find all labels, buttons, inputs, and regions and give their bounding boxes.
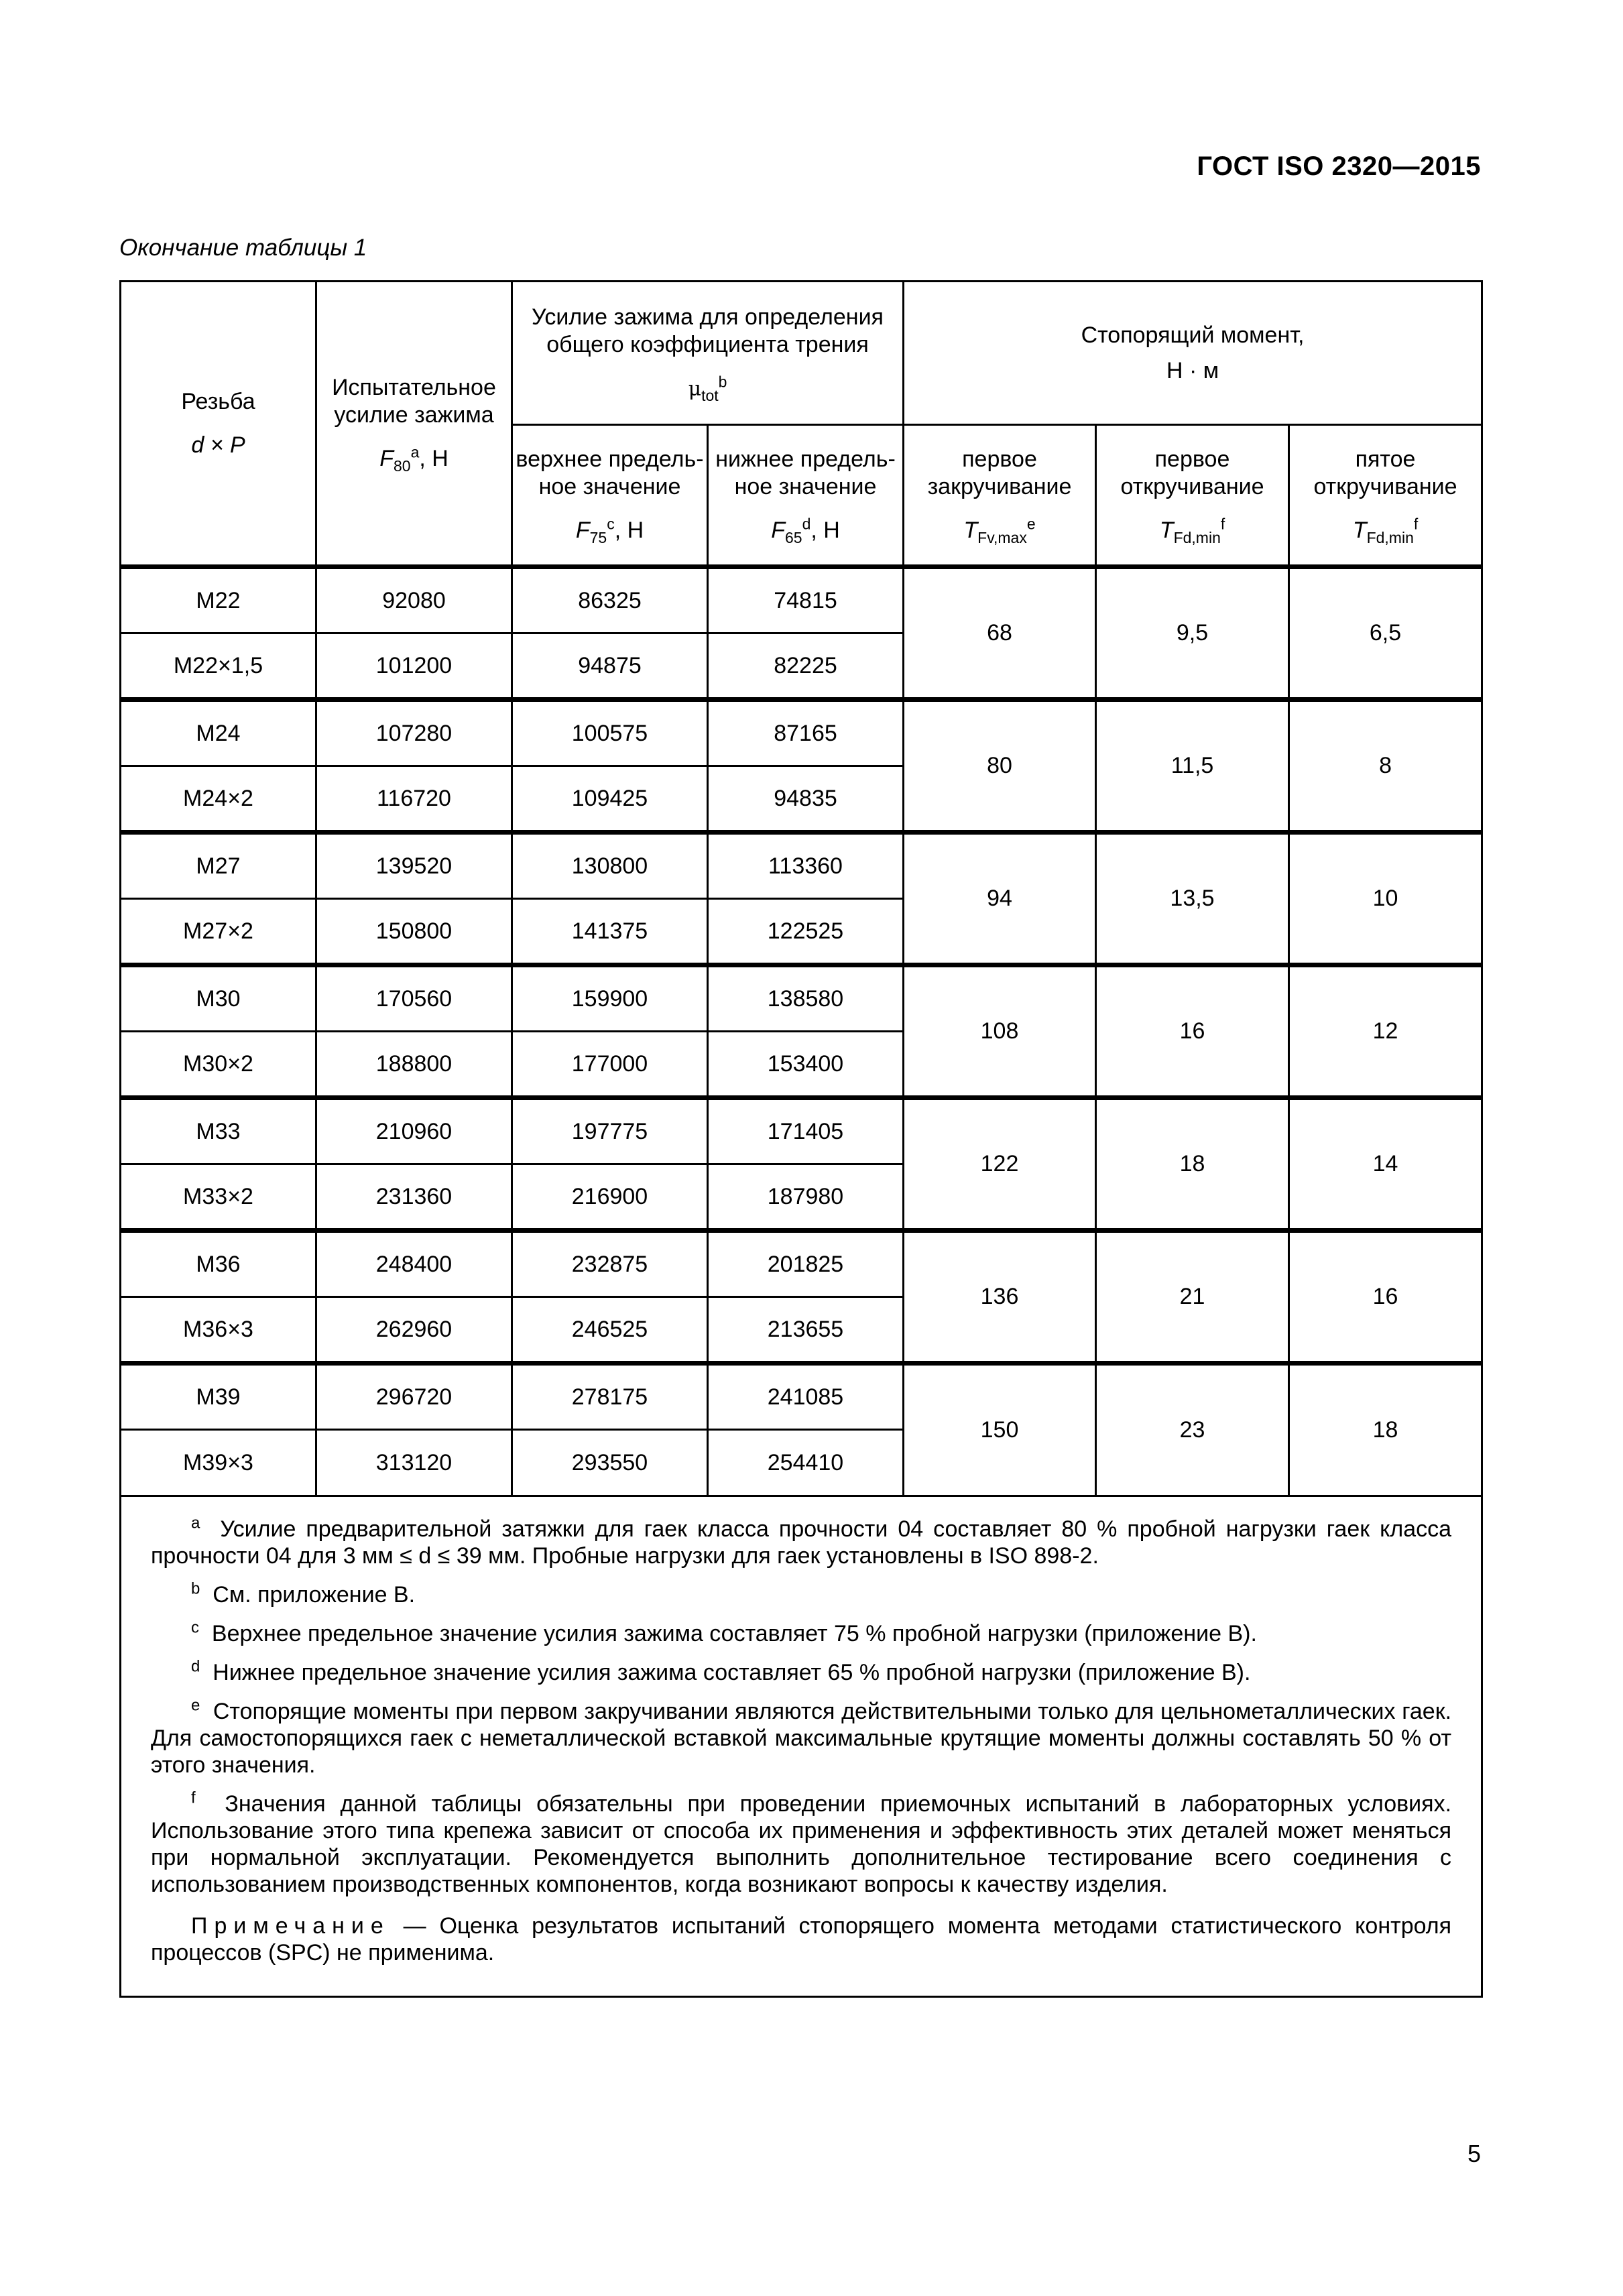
cell-lower-limit: 94835 [708, 766, 904, 833]
header-torque-line1: Стопорящий момент, [1081, 322, 1305, 348]
footnote-text: Стопорящие моменты при первом закручивании являются действительными только для цельнометаллических гаек. Для самостопорящихся гаек с неметаллической вставкой максимальные крутящие моменты должны составлять 50 % от этого значения. [151, 1699, 1452, 1778]
cell-torque-fifth-off: 18 [1289, 1364, 1482, 1496]
header-thread [121, 282, 316, 567]
cell-torque-fifth-off: 12 [1289, 965, 1482, 1098]
header-upper-limit: верхнее предель- ное значение $F_{75}^c$, Н [512, 425, 708, 567]
cell-torque-first-off: 23 [1096, 1364, 1289, 1496]
page-number: 5 [1467, 2140, 1481, 2167]
cell-thread: M22×1,5 [121, 633, 316, 700]
cell-upper-limit: 177000 [512, 1032, 708, 1098]
cell-lower-limit: 153400 [708, 1032, 904, 1098]
cell-lower-limit: 122525 [708, 899, 904, 965]
header-first-off: первое откручивание $T_{Fd,min}^f$ [1096, 425, 1289, 567]
cell-lower-limit: 82225 [708, 633, 904, 700]
cell-torque-fifth-off: 10 [1289, 833, 1482, 965]
cell-test-force: 116720 [316, 766, 512, 833]
footnote-text: Верхнее предельное значение усилия зажима составляет 75 % пробной нагрузки (приложение В). [211, 1621, 1257, 1646]
footnote-mark: a [191, 1514, 200, 1532]
table-row [121, 1231, 1482, 1297]
cell-upper-limit: 232875 [512, 1231, 708, 1297]
footnotes [151, 1516, 1451, 1898]
cell-torque-fifth-off: 14 [1289, 1098, 1482, 1231]
cell-upper-limit: 197775 [512, 1098, 708, 1164]
cell-upper-limit: 109425 [512, 766, 708, 833]
final-note-text: Оценка результатов испытаний стопорящего момента методами статистического контроля процессов (SPC) не применима. [151, 1913, 1452, 1966]
header-thread-symbol: d × P [191, 432, 245, 458]
table-row [121, 833, 1482, 899]
cell-torque-first-on: 108 [904, 965, 1096, 1098]
cell-torque-first-on: 136 [904, 1231, 1096, 1364]
final-note-label: Примечание [191, 1913, 390, 1939]
header-lower-limit: нижнее предель- ное значение $F_{65}^d$, Н [708, 425, 904, 567]
cell-upper-limit: 246525 [512, 1297, 708, 1364]
cell-torque-fifth-off: 16 [1289, 1231, 1482, 1364]
header-clamp-line1: Усилие зажима для определения [532, 304, 884, 330]
data-table [119, 280, 1483, 1998]
cell-torque-first-on: 80 [904, 700, 1096, 833]
header-test-force [316, 282, 512, 567]
footnote-mark: e [191, 1696, 200, 1715]
footnote [151, 1516, 1451, 1569]
cell-torque-first-on: 122 [904, 1098, 1096, 1231]
table-row [121, 1364, 1482, 1430]
header-fifth-off: пятое откручивание $T_{Fd,min}^f$ [1289, 425, 1482, 567]
footnote-text: Значения данной таблицы обязательны при проведении приемочных испытаний в лабораторных условиях. Использование этого типа крепежа зависит от способа их применения и эффективность этих деталей может меняться при нормальной эксплуатации. Рекомендуется выполнить дополнительное тестирование всего соединения с использованием производственных компонентов, когда возникают вопросы к качеству изделия. [151, 1791, 1452, 1897]
cell-thread: M36×3 [121, 1297, 316, 1364]
header-thread-label: Резьба [181, 388, 255, 414]
footnote-mark: c [191, 1618, 199, 1637]
table-caption: Окончание таблицы 1 [119, 235, 367, 261]
table-row [121, 965, 1482, 1032]
cell-lower-limit: 87165 [708, 700, 904, 766]
cell-thread: M24×2 [121, 766, 316, 833]
cell-lower-limit: 171405 [708, 1098, 904, 1164]
cell-torque-first-off: 13,5 [1096, 833, 1289, 965]
cell-lower-limit: 113360 [708, 833, 904, 899]
table-header [121, 282, 1482, 567]
table-notes [121, 1496, 1482, 1997]
cell-upper-limit: 216900 [512, 1164, 708, 1231]
header-torque-group [904, 282, 1482, 425]
cell-test-force: 170560 [316, 965, 512, 1032]
footnote [151, 1791, 1451, 1898]
header-test-force-line1: Испытательное [332, 375, 496, 401]
final-note: Примечание — Оценка результатов испытаний стопорящего момента методами статистического контроля процессов (SPC) не применима. [151, 1913, 1452, 1966]
header-test-force-line2: усилие зажима [334, 402, 494, 428]
cell-torque-first-off: 11,5 [1096, 700, 1289, 833]
cell-lower-limit: 201825 [708, 1231, 904, 1297]
cell-test-force: 231360 [316, 1164, 512, 1231]
cell-thread: M27×2 [121, 899, 316, 965]
cell-test-force: 150800 [316, 899, 512, 965]
header-test-force-symbol: $F_{80}^a$, Н [379, 443, 448, 475]
footnote [151, 1698, 1451, 1778]
footnote-text: Нижнее предельное значение усилия зажима составляет 65 % пробной нагрузки (приложение В). [213, 1660, 1251, 1685]
cell-upper-limit: 293550 [512, 1430, 708, 1496]
header-clamp-symbol: $\mu_{tot}^b$ [688, 373, 727, 404]
cell-test-force: 210960 [316, 1098, 512, 1164]
table-row [121, 700, 1482, 766]
table-body [121, 567, 1482, 1496]
header-clamp-line2: общего коэффициента трения [546, 332, 869, 358]
footnote [151, 1659, 1451, 1686]
cell-upper-limit: 130800 [512, 833, 708, 899]
cell-lower-limit: 74815 [708, 567, 904, 633]
notes-cell [121, 1496, 1482, 1997]
footnote-mark: d [191, 1657, 200, 1676]
cell-upper-limit: 141375 [512, 899, 708, 965]
cell-torque-first-on: 150 [904, 1364, 1096, 1496]
cell-test-force: 101200 [316, 633, 512, 700]
cell-thread: M30×2 [121, 1032, 316, 1098]
footnote-mark: b [191, 1579, 200, 1598]
cell-upper-limit: 159900 [512, 965, 708, 1032]
footnote [151, 1620, 1451, 1647]
header-torque-unit: Н · м [1166, 357, 1219, 383]
cell-test-force: 248400 [316, 1231, 512, 1297]
cell-thread: M36 [121, 1231, 316, 1297]
cell-torque-first-off: 18 [1096, 1098, 1289, 1231]
footnote-text: Усилие предварительной затяжки для гаек класса прочности 04 составляет 80 % пробной нагрузки гаек класса прочности 04 для 3 мм ≤ d ≤ 39 мм. Пробные нагрузки для гаек установлены в ISO 898-2. [151, 1516, 1452, 1569]
cell-thread: M22 [121, 567, 316, 633]
header-first-on: первое закручивание $T_{Fv,max}^e$ [904, 425, 1096, 567]
cell-thread: M30 [121, 965, 316, 1032]
footnote [151, 1581, 1451, 1608]
cell-test-force: 296720 [316, 1364, 512, 1430]
header-clamp-group [512, 282, 904, 425]
cell-test-force: 139520 [316, 833, 512, 899]
cell-lower-limit: 187980 [708, 1164, 904, 1231]
cell-test-force: 107280 [316, 700, 512, 766]
cell-lower-limit: 213655 [708, 1297, 904, 1364]
cell-test-force: 188800 [316, 1032, 512, 1098]
cell-torque-first-on: 68 [904, 567, 1096, 700]
table-row [121, 1098, 1482, 1164]
cell-thread: M33×2 [121, 1164, 316, 1231]
cell-lower-limit: 254410 [708, 1430, 904, 1496]
cell-upper-limit: 100575 [512, 700, 708, 766]
cell-thread: M39 [121, 1364, 316, 1430]
cell-thread: M39×3 [121, 1430, 316, 1496]
cell-torque-first-off: 21 [1096, 1231, 1289, 1364]
document-standard-header: ГОСТ ISO 2320—2015 [1197, 152, 1481, 181]
cell-torque-first-off: 9,5 [1096, 567, 1289, 700]
cell-test-force: 262960 [316, 1297, 512, 1364]
footnote-text: См. приложение В. [213, 1582, 416, 1608]
cell-thread: M27 [121, 833, 316, 899]
cell-thread: M24 [121, 700, 316, 766]
cell-upper-limit: 278175 [512, 1364, 708, 1430]
cell-torque-fifth-off: 6,5 [1289, 567, 1482, 700]
cell-torque-fifth-off: 8 [1289, 700, 1482, 833]
cell-test-force: 313120 [316, 1430, 512, 1496]
cell-thread: M33 [121, 1098, 316, 1164]
cell-upper-limit: 86325 [512, 567, 708, 633]
cell-torque-first-on: 94 [904, 833, 1096, 965]
cell-torque-first-off: 16 [1096, 965, 1289, 1098]
table-row [121, 567, 1482, 633]
cell-upper-limit: 94875 [512, 633, 708, 700]
cell-test-force: 92080 [316, 567, 512, 633]
footnote-mark: f [191, 1789, 196, 1807]
cell-lower-limit: 241085 [708, 1364, 904, 1430]
cell-lower-limit: 138580 [708, 965, 904, 1032]
